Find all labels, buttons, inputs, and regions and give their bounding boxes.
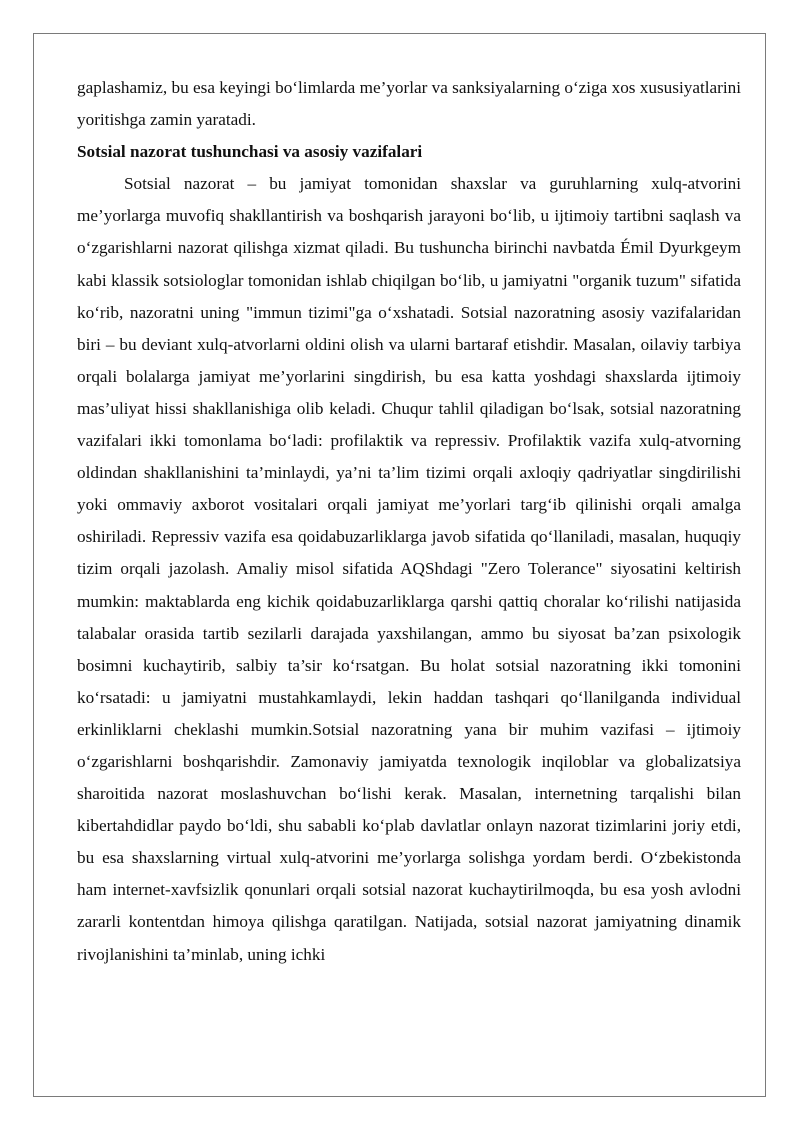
document-body: [77, 72, 741, 971]
body-paragraph: Sotsial nazorat – bu jamiyat tomonidan shaxslar va guruhlarning xulq-atvorini me’yorlarga muvofiq shakllantirish va boshqarish jarayoni bo‘lib, u ijtimoiy tartibni saqlash va o‘zgarishlarni nazorat qilishga xizmat qiladi. Bu tushuncha birinchi navbatda Émil Dyurkgeym kabi klassik sotsiologlar tomonidan ishlab chiqilgan bo‘lib, u jamiyatni "organik tuzum" sifatida ko‘rib, nazoratni uning "immun tizimi"ga o‘xshatadi. Sotsial nazoratning asosiy vazifalaridan biri – bu deviant xulq-atvorlarni oldini olish va ularni bartaraf etishdir. Masalan, oilaviy tarbiya orqali bolalarga jamiyat me’yorlarini singdirish, bu esa katta yoshdagi shaxslarda ijtimoiy mas’uliyat hissi shakllanishiga olib keladi. Chuqur tahlil qiladigan bo‘lsak, sotsial nazoratning vazifalari ikki tomonlama bo‘ladi: profilaktik va repressiv. Profilaktik vazifa xulq-atvorning oldindan shakllanishini ta’minlaydi, ya’ni ta’lim tizimi orqali axloqiy qadriyatlar singdirilishi yoki ommaviy axborot vositalari orqali jamiyat me’yorlari targ‘ib qilinishi orqali amalga oshiriladi. Repressiv vazifa esa qoidabuzarliklarga javob sifatida qo‘llaniladi, masalan, huquqiy tizim orqali jazolash. Amaliy misol sifatida AQShdagi "Zero Tolerance" siyosatini keltirish mumkin: maktablarda eng kichik qoidabuzarliklarga qarshi qattiq choralar ko‘rilishi natijasida talabalar orasida tartib sezilarli darajada yaxshilangan, ammo bu siyosat ba’zan psixologik bosimni kuchaytirib, salbiy ta’sir ko‘rsatgan. Bu holat sotsial nazoratning ikki tomonini ko‘rsatadi: u jamiyatni mustahkamlaydi, lekin haddan tashqari qo‘llanilganda individual erkinliklarni cheklashi mumkin.Sotsial nazoratning yana bir muhim vazifasi – ijtimoiy o‘zgarishlarni boshqarishdir. Zamonaviy jamiyatda texnologik inqiloblar va globalizatsiya sharoitida nazorat moslashuvchan bo‘lishi kerak. Masalan, internetning tarqalishi bilan kibertahdidlar paydo bo‘ldi, shu sababli ko‘plab davlatlar onlayn nazorat tizimlarini joriy etdi, bu esa shaxslarning virtual xulq-atvorini me’yorlarga solishga yordam berdi. O‘zbekistonda ham internet-xavfsizlik qonunlari orqali sotsial nazorat kuchaytirilmoqda, bu esa yosh avlodni zararli kontentdan himoya qilishga qaratilgan. Natijada, sotsial nazorat jamiyatning dinamik rivojlanishini ta’minlab, uning ichki: [77, 174, 741, 964]
intro-paragraph: gaplashamiz, bu esa keyingi bo‘limlarda me’yorlar va sanksiyalarning o‘ziga xos xususiyatlarini yoritishga zamin yaratadi.: [77, 78, 741, 130]
section-heading: Sotsial nazorat tushunchasi va asosiy vazifalari: [77, 142, 423, 162]
